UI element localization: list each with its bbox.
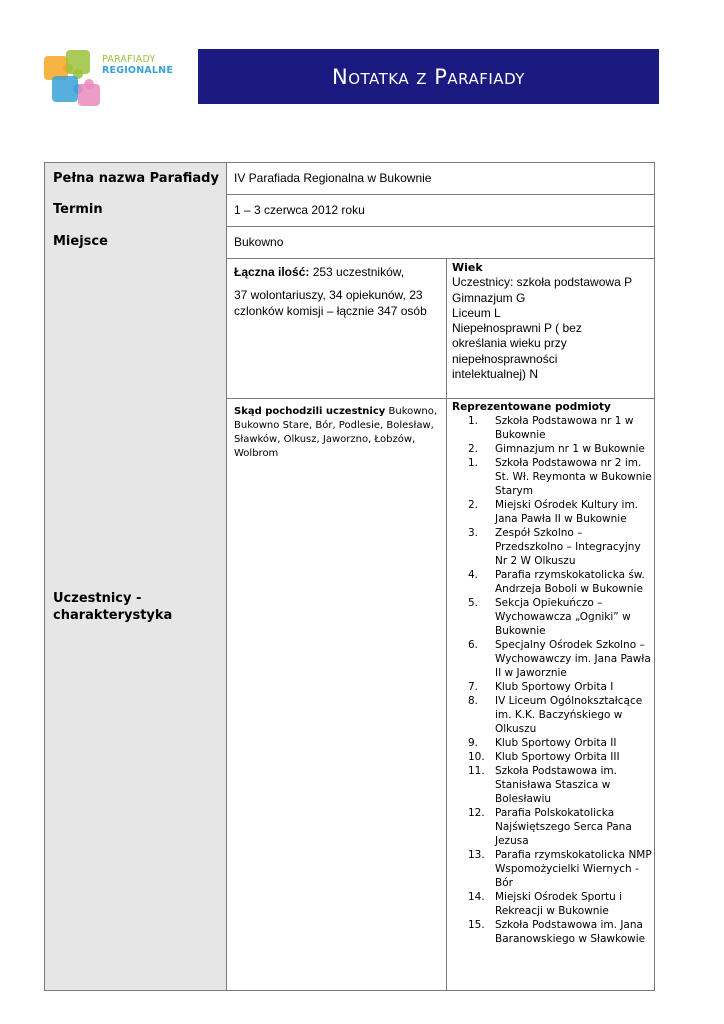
row-label-date: Termin xyxy=(53,202,103,217)
total-value: 253 uczestników, xyxy=(309,265,405,279)
origin-label: Skąd pochodzili uczestnicy xyxy=(234,406,386,417)
logo-line2: REGIONALNE xyxy=(102,65,174,76)
age-heading: Wiek xyxy=(452,261,483,274)
age-cell xyxy=(452,260,652,382)
title-banner xyxy=(198,49,659,104)
age-line: intelektualnej) N xyxy=(452,367,539,382)
age-line: Gimnazjum G xyxy=(452,290,526,305)
row-value-date: 1 – 3 czerwca 2012 roku xyxy=(234,203,365,217)
list-item: 12. Parafia Polskokatolicka Najświętszego Serca Pana Jezusa xyxy=(468,807,632,847)
list-item: 10. Klub Sportowy Orbita III xyxy=(468,751,620,763)
list-item: 3. Zespół Szkolno – Przedszkolno – Integracyjny Nr 2 W Olkuszu xyxy=(468,527,641,567)
list-item: 15. Szkoła Podstawowa im. Jana Baranowskiego w Sławkowie xyxy=(468,919,646,945)
total-detail: 37 wolontariuszy, 34 opiekunów, 23 czlonków komisji – łącznie 347 osób xyxy=(234,288,427,318)
puzzle-logo-icon xyxy=(42,46,104,114)
page-title: Notatka z Parafiady xyxy=(332,64,525,89)
list-item: 8. IV Liceum Ogólnokształcące im. K.K. Baczyńskiego w Olkuszu xyxy=(468,695,643,735)
age-line: niepełnosprawności xyxy=(452,351,558,366)
age-line: Niepełnosprawni P ( bez xyxy=(452,321,582,336)
list-item: 1. Szkoła Podstawowa nr 2 im. St. Wł. Reymonta w Bukownie Starym xyxy=(468,457,652,497)
logo-line1: PARAFIADY xyxy=(102,54,156,65)
origin-value: Bukowno, Bukowno Stare, Bór, Podlesie, Bolesław, Sławków, Olkusz, Jaworzno, Łobzów, Wolbrom xyxy=(234,406,438,459)
report-table xyxy=(44,162,655,991)
list-item: 7. Klub Sportowy Orbita I xyxy=(468,681,614,693)
row-value-place: Bukowno xyxy=(234,235,284,249)
total-count-cell xyxy=(234,264,439,326)
list-item: 6. Specjalny Ośrodek Szkolno – Wychowawczy im. Jana Pawła II w Jaworznie xyxy=(468,639,651,679)
logo xyxy=(42,46,172,114)
list-item: 14. Miejski Ośrodek Sportu i Rekreacji w Bukownie xyxy=(468,891,623,917)
list-item: 13. Parafia rzymskokatolicka NMP Wspomożycielki Wiernych - Bór xyxy=(468,849,652,889)
table-row-participants xyxy=(45,258,654,990)
table-row-date xyxy=(45,194,654,227)
row-value-name: IV Parafiada Regionalna w Bukownie xyxy=(234,171,432,185)
table-row-place xyxy=(45,226,654,259)
list-item: 5. Sekcja Opiekuńczo – Wychowawcza „Ogniki” w Bukownie xyxy=(468,597,631,637)
list-item: 11. Szkoła Podstawowa im. Stanisława Staszica w Bolesławiu xyxy=(468,765,617,805)
row-label-participants: Uczestnicy - charakterystyka xyxy=(53,591,173,623)
entities-list xyxy=(452,414,652,946)
row-label-place: Miejsce xyxy=(53,234,108,249)
age-line: określania wieku przy xyxy=(452,336,567,351)
list-item: 2. Miejski Ośrodek Kultury im. Jana Pawła II w Bukownie xyxy=(468,499,639,525)
table-row-name xyxy=(45,163,654,195)
list-item: 1. Szkoła Podstawowa nr 1 w Bukownie xyxy=(468,415,634,441)
row-label-name: Pełna nazwa Parafiady xyxy=(53,171,219,186)
entities-cell xyxy=(452,400,652,946)
entities-heading: Reprezentowane podmioty xyxy=(452,401,611,413)
origin-cell xyxy=(234,405,439,461)
age-line: Uczestnicy: szkoła podstawowa P xyxy=(452,275,633,290)
total-label: Łączna ilość: xyxy=(234,265,310,279)
list-item: 2. Gimnazjum nr 1 w Bukownie xyxy=(468,443,645,455)
age-line: Liceum L xyxy=(452,305,501,320)
list-item: 4. Parafia rzymskokatolicka św. Andrzeja Boboli w Bukownie xyxy=(468,569,645,595)
list-item: 9. Klub Sportowy Orbita II xyxy=(468,737,617,749)
